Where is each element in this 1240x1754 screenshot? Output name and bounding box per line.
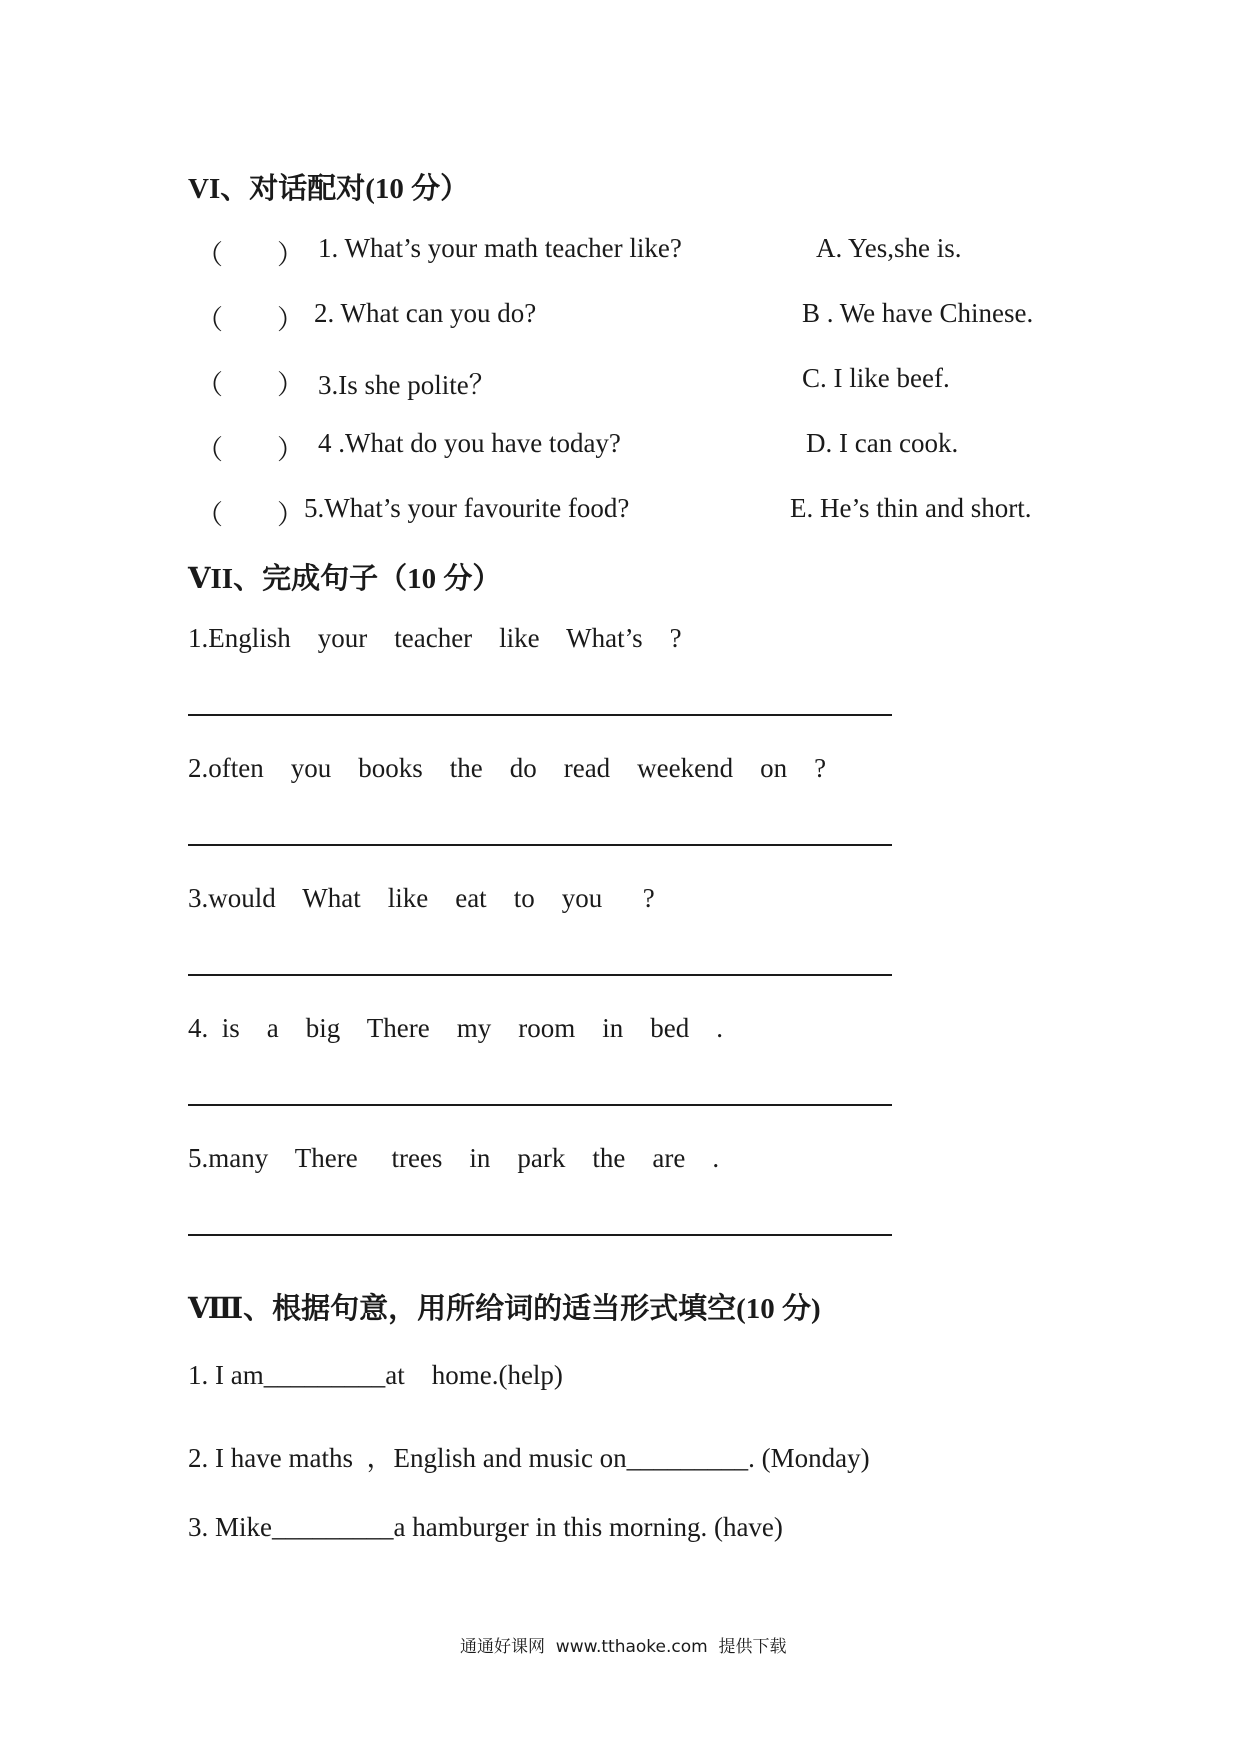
- sentence-scramble-4: 4. is a big There my room in bed .: [188, 1013, 723, 1043]
- sentence-scramble-3: 3.would What like eat to you ?: [188, 883, 655, 913]
- sentence-scramble-5: 5.many There trees in park the are .: [188, 1143, 720, 1173]
- footer-credit: 通通好课网 www.tthaoke.com 提供下载: [460, 1637, 787, 1657]
- sentence-scramble-2: 2.often you books the do read weekend on ?: [188, 753, 827, 783]
- match-answer-c: C. I like beef.: [802, 363, 950, 393]
- match-question-2: 2. What can you do?: [314, 298, 537, 328]
- sentence-scramble-1: 1.English your teacher like What’s ?: [188, 623, 682, 653]
- match-bracket-4[interactable]: （ ）: [196, 435, 304, 465]
- section-7-title: ⅤII、完成句子（10 分）: [188, 563, 502, 595]
- match-question-4: 4 .What do you have today?: [318, 428, 621, 458]
- match-answer-b: B . We have Chinese.: [802, 298, 1034, 328]
- match-question-5: 5.What’s your favourite food?: [304, 493, 630, 523]
- match-bracket-1[interactable]: （ ）: [196, 240, 304, 270]
- answer-line-1[interactable]: [188, 714, 892, 716]
- fill-blank-3[interactable]: 3. Mike_________a hamburger in this morning. (have): [188, 1512, 783, 1542]
- fill-blank-1[interactable]: 1. I am_________at home.(help): [188, 1360, 563, 1390]
- match-answer-d: D. I can cook.: [806, 428, 959, 458]
- fill-blank-2[interactable]: 2. I have maths ，English and music on_________. (Monday): [188, 1443, 870, 1473]
- match-bracket-2[interactable]: （ ）: [196, 305, 304, 335]
- match-answer-e: E. He’s thin and short.: [790, 493, 1032, 523]
- match-question-3: 3.Is she polite？: [318, 370, 496, 400]
- match-bracket-3[interactable]: （ ）: [196, 370, 304, 400]
- match-answer-a: A. Yes,she is.: [816, 233, 962, 263]
- answer-line-4[interactable]: [188, 1104, 892, 1106]
- answer-line-2[interactable]: [188, 844, 892, 846]
- section-6-title: VI、对话配对(10 分）: [188, 173, 470, 205]
- match-question-1: 1. What’s your math teacher like?: [318, 233, 682, 263]
- section-8-title: Ⅷ、根据句意，用所给词的适当形式填空(10 分): [188, 1293, 821, 1325]
- answer-line-3[interactable]: [188, 974, 892, 976]
- answer-line-5[interactable]: [188, 1234, 892, 1236]
- match-bracket-5[interactable]: （ ）: [196, 500, 304, 530]
